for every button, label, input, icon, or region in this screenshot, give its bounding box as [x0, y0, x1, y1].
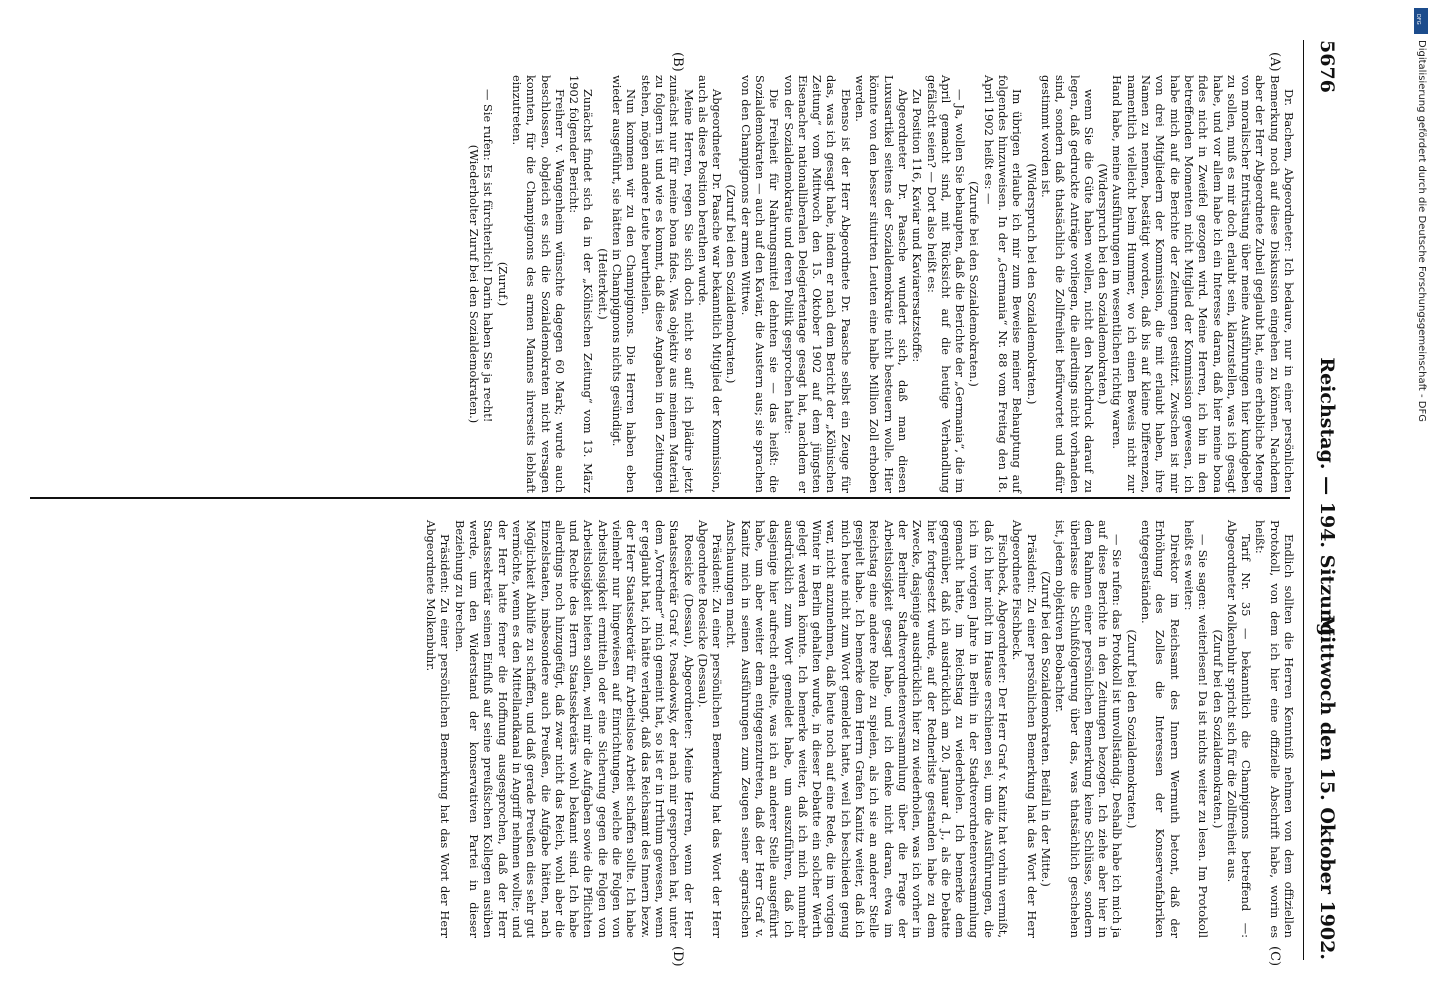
interjection: (Widerspruch bei den Sozialdemokraten.) — [1024, 163, 1039, 405]
interjection: (Heiterkeit.) — [595, 248, 610, 320]
paragraph: Fischbeck, Abgeordneter: Der Herr Graf v. Kanitz hat vorhin vermißt, daß ich hier nicht im Hause erschienen sei, um die Ausführungen, die ich im vorigen Jahre in Berlin in der Stadtverordnetenversammlung gemacht hatte, im Reichstag zu wiederholen. Ich bemerke dem gegenüber, daß ich ausdrücklich am 20. Januar d. J., als die Debatte hier fortgesetzt wurde, auf der Rednerliste gestanden habe zu dem Zwecke, dasjenige ausdrücklich hier zu wiederholen, was ich vorher in der Berliner Stadtverordnetenversammlung über die Frage der Arbeitslosigkeit gesagt habe, und ich denke nicht daran, etwa im Reichstag eine andere Rolle zu spielen, als ich sie an anderer Stelle gespielt habe. Ich bemerke dem Herrn Grafen Kanitz weiter, daß ich mich heute nicht zum Wort gemeldet hatte, weil ich beschieden genug war, nicht anzunehmen, daß heute noch auf eine Rede, die im vorigen Winter in Berlin gehalten wurde, in dieser Debatte ein solcher Werth gelegt werden könnte. Ich bemerke weiter, daß ich mich nunmehr ausdrücklich zum Wort gemeldet habe, um auszuführen, daß ich dasjenige hier aufrecht erhalte, was ich an anderer Stelle ausgeführt habe, um aber weiter dem entgegenzutreten, daß der Herr Graf v. Kanitz mich in seinen Ausführungen zum Zeugen seiner agrarischen Anschauungen macht. — [724, 520, 1011, 938]
paragraph: Meine Herren, regen Sie sich doch nicht so auf! ich plädire jetzt zunächst nur für meine bona fides. Was objektiv aus meinem Material zu folgern ist und wie es kommt, daß diese Angaben in den Zeitungen stehen, mögen andere Leute beurtheilen. — [638, 75, 696, 493]
paragraph: Abgeordneter Dr. Paasche war bekanntlich Mitglied der Kommission, auch als diese Position berathen wurde. — [695, 75, 725, 493]
paragraph: Endlich sollten die Herren Kenntniß nehmen von dem offiziellen Protokoll, von dem ich hier eine offizielle Abschrift habe, worin es heißt: — [1253, 520, 1296, 938]
interjection: (Zurufe bei den Sozialdemokraten.) — [967, 181, 982, 387]
interjection: (Zuruf bei den Sozialdemokraten.) — [1124, 629, 1139, 829]
session-date: Mittwoch den 15. Oktober 1902. — [1316, 615, 1338, 960]
dfg-logo-icon: DFG — [1414, 8, 1428, 34]
interjection: (Zuruf bei den Sozialdemokraten. Beifall in der Mitte.) — [1038, 571, 1053, 887]
left-column — [467, 75, 1296, 493]
paragraph: Präsident: Zu einer persönlichen Bemerkung hat das Wort der Herr Abgeordnete Molkenbuhr. — [424, 520, 453, 938]
paragraph: Präsident: Zu einer persönlichen Bemerkung hat das Wort der Herr Abgeordnete Roesicke (Dessau). — [695, 520, 725, 938]
interjection: (Widerspruch bei den Sozialdemokraten.) — [1096, 163, 1111, 405]
page-header — [1308, 40, 1338, 960]
quote: Freiherr v. Wangenheim wünschte dagegen 60 Mark; wurde auch beschlossen, obgleich es sich die Sozialdemokraten nicht versagen konnten, für die Champignons des armen Mannes ihrerseits lebhaft einzutreten. — [509, 75, 567, 493]
column-divider — [30, 497, 1290, 499]
interjection: (Wiederholter Zuruf bei den Sozialdemokraten.) — [467, 144, 482, 424]
paragraph: — Sie sagen: weiterlesen! Da ist nichts weiter zu lesen. Im Protokoll heißt es weiter: — [1181, 520, 1211, 938]
paragraph: Präsident: Zu einer persönlichen Bemerkung hat das Wort der Herr Abgeordnete Fischbeck. — [1010, 520, 1039, 938]
paragraph: Zunächst findet sich da in der „Kölnischen Zeitung“ vom 13. März 1902 folgender Bericht: — [567, 75, 596, 493]
digitization-credit — [1414, 8, 1430, 998]
credit-text: Digitalisierung gefördert durch die Deutsche Forschungsgemeinschaft - DFG — [1416, 40, 1427, 423]
paragraph: — Sie rufen: Es ist fürchterlich! Darin haben Sie ja recht! — [481, 89, 496, 423]
header-rule — [1303, 40, 1304, 960]
quote-heading: Zu Position 116, Kaviar und Kaviarersatzstoffe: — [910, 89, 925, 363]
quote: Die Freiheit für Nahrungsmittel dehnten sie — das heißt: die Sozialdemokraten — auch auf den Kaviar, die Austern aus; sie sprachen von den Champignons der armen Wittwe. — [738, 75, 782, 493]
margin-mark-d: (D) — [670, 946, 685, 967]
quote: Direktor im Reichsamt des Innern Wermuth betont, daß der Erhöhung des Zolles die Interessen der Konservenfabriken entgegenständen. — [1139, 520, 1182, 938]
quote: Tarif Nr. 35 — bekanntlich die Champignons betreffend —: Abgeordneter Molkenbuhr spricht sich für die Zollfreiheit aus. — [1224, 520, 1254, 938]
page-number: 5676 — [1316, 40, 1338, 93]
quote: Abgeordneter Dr. Paasche wundert sich, daß man diesen Luxusartikel seitens der Sozialdemokratie nicht besteuern wolle. Hier könnte von den besser situirten Leuten eine halbe Million Zoll erhoben werden. — [853, 75, 910, 493]
interjection: (Zuruf.) — [495, 261, 510, 307]
margin-mark-b: (B) — [670, 52, 685, 72]
margin-mark-c: (C) — [1267, 946, 1282, 967]
interjection: (Zuruf bei den Sozialdemokraten.) — [1210, 629, 1225, 829]
margin-mark-a: (A) — [1267, 52, 1282, 72]
paragraph: wenn Sie die Güte haben wollen, nicht den Nachdruck darauf zu legen, daß gedruckte Anträge vorliegen, die allerdings nicht vorhanden sind, sondern daß thatsächlich die Zollfreiheit befürwortet und dafür gestimmt worden ist. — [1038, 75, 1096, 493]
paragraph: Dr. Bachem, Abgeordneter: Ich bedaure, nur in einer persönlichen Bemerkung noch auf diese Diskussion eingehen zu können. Nachdem aber der Herr Abgeordnete Zubeil geglaubt hat, eine erhebliche Menge von moralischer Entrüstung über meine Ausführungen hier kundgeben zu sollen, muß es mir doch erlaubt sein, klarzustellen, was ich gesagt habe, und vor allem habe ich ein Interesse daran, daß hier meine bona fides nicht in Zweifel gezogen wird. Meine Herren, ich bin in den betreffenden Momenten nicht Mitglied der Kommission gewesen, ich habe mich auf die Berichte der Zeitungen gestützt. Zwischen ist mir von drei Mitgliedern der Kommission, die mit erlaubt haben, ihre Namen zu nennen, bestätigt worden, daß bis auf kleine Differenzen, namentlich vielleicht beim Hummer, wo ich einen Beweis nicht zur Hand habe, meine Ausführungen im wesentlichen richtig waren. — [1110, 75, 1296, 493]
interjection: (Zuruf bei den Sozialdemokraten.) — [724, 184, 739, 384]
paragraph: Im übrigen erlaube ich mir zum Beweise meiner Behauptung auf folgendes hinzuweisen. In der „Germania“ Nr. 88 vom Freitag den 18. April 1902 heißt es: — — [981, 75, 1025, 493]
paragraph: Nun kommen wir zu den Champignons. Die Herren haben eben wieder ausgeführt, sie hätten in Champignons nichts gesündigt. — [610, 75, 639, 493]
right-column — [424, 520, 1296, 938]
paragraph: Roesicke (Dessau), Abgeordneter: Meine Herren, wenn der Herr Staatssekretär Graf v. Posadowsky, der nach mir gesprochen hat, unter dem „Vorredner“ mich gemeint hat, so ist er in Irrthum gewesen, wenn er geglaubt hat, ich hätte verlangt, daß das Reichsamt des Innern bezw. der Herr Staatssekretär für Arbeitslose Arbeit schaffen sollte. Ich habe vielmehr nur hingewiesen auf Einrichtungen, welche die Folgen von Arbeitslosigkeit ermitteln oder eine Sicherung gegen die Folgen von Arbeitslosigkeit bieten sollen, weil mir die Aufgaben sowie die Pflichten und Rechte des Herrn Staatssekretärs wohl bekannt sind. Ich habe allerdings noch hinzugefügt, daß zwar nicht das Reich, wohl aber die Einzelstaaten, insbesondere auch Preußen, die Aufgabe hätten, nach Möglichkeit Abhilfe zu schaffen, und daß gerade Preußen dies sehr gut vermöchte, wenn es den Mittellandkanal in Angriff nehmen wollte; und der Herr hatte ferner die Hoffnung ausgesprochen, daß der Herr Staatssekretär seinen Einfluß auf seine preußischen Kollegen ausüben werde, um den Widerstand der konservativen Partei in dieser Beziehung zu brechen. — [452, 520, 696, 938]
paragraph: Ebenso ist der Herr Abgeordnete Dr. Paasche selbst ein Zeuge für das, was ich gesagt habe, indem er nach dem Bericht der „Kölnischen Zeitung“ vom Mittwoch den 15. Oktober 1902 auf dem jüngsten Eisenacher nationalliberalen Delegiertentage gesagt hat, nachdem er von der Sozialdemokratie und deren Politik gesprochen hatte: — [781, 75, 853, 493]
paragraph: — Ja, wollen Sie behaupten, daß die Berichte der „Germania“, die im April gemacht sind, mit Rücksicht auf die heutige Verhandlung gefälscht seien? — Dort also heißt es: — [924, 75, 968, 493]
session-title: Reichstag. — 194. Sitzung. — [1316, 357, 1338, 643]
paragraph: — Sie rufen: das Protokoll ist unvollständig. Deshalb habe ich mich ja auf diese Berichte in den Zeitungen bezogen. Ich ziehe aber hier in dem Rahmen einer persönlichen Bemerkung keine Schlüsse, sondern überlasse die Schlußfolgerung über das, was thatsächlich geschehen ist, jedem objektiven Beobachter. — [1053, 520, 1125, 938]
